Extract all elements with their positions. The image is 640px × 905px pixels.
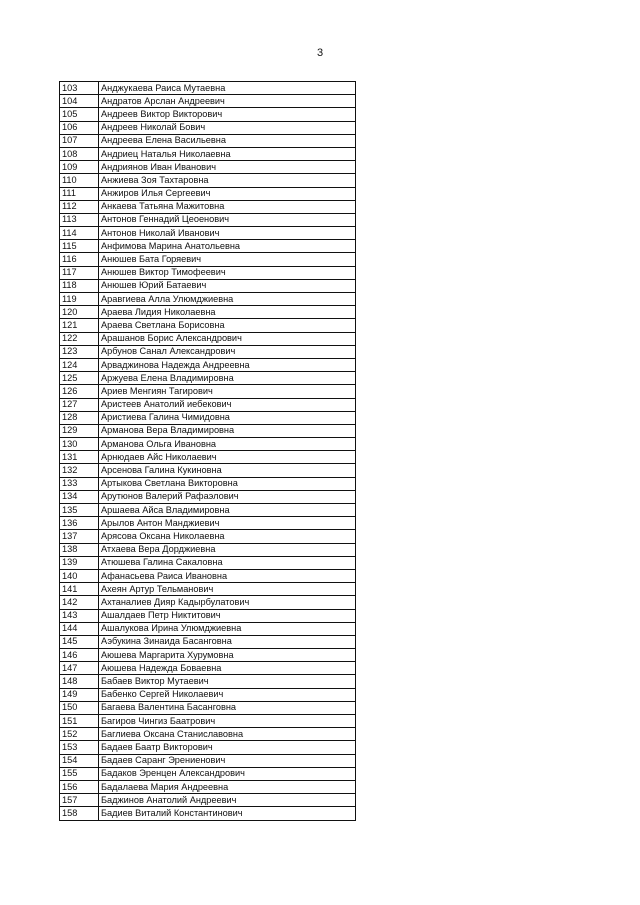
person-name: Бадаков Эренцен Александрович	[99, 767, 356, 780]
person-name: Андреева Елена Васильевна	[99, 134, 356, 147]
row-number: 127	[60, 398, 99, 411]
person-name: Афанасьева Раиса Ивановна	[99, 569, 356, 582]
person-name: Анюшев Юрий Батаевич	[99, 279, 356, 292]
table-row	[60, 517, 356, 530]
person-name: Антонов Геннадий Цеоенович	[99, 213, 356, 226]
row-number: 103	[60, 82, 99, 95]
person-name: Антонов Николай Иванович	[99, 227, 356, 240]
table-row	[60, 174, 356, 187]
table-row	[60, 372, 356, 385]
row-number: 135	[60, 504, 99, 517]
table-row	[60, 622, 356, 635]
row-number: 153	[60, 741, 99, 754]
person-name: Бадиев Виталий Константинович	[99, 807, 356, 820]
table-row	[60, 345, 356, 358]
row-number: 106	[60, 121, 99, 134]
table-row	[60, 530, 356, 543]
row-number: 149	[60, 688, 99, 701]
row-number: 138	[60, 543, 99, 556]
table-row	[60, 569, 356, 582]
person-name: Анджукаева Раиса Мутаевна	[99, 82, 356, 95]
table-row	[60, 794, 356, 807]
row-number: 126	[60, 385, 99, 398]
table-row	[60, 227, 356, 240]
person-name: Араева Лидия Николаевна	[99, 306, 356, 319]
table-row	[60, 161, 356, 174]
table-row	[60, 187, 356, 200]
row-number: 136	[60, 517, 99, 530]
row-number: 155	[60, 767, 99, 780]
names-table	[59, 81, 356, 821]
row-number: 146	[60, 649, 99, 662]
row-number: 141	[60, 583, 99, 596]
person-name: Арашанов Борис Александрович	[99, 332, 356, 345]
table-row	[60, 319, 356, 332]
table-row	[60, 108, 356, 121]
row-number: 150	[60, 701, 99, 714]
row-number: 110	[60, 174, 99, 187]
table-row	[60, 477, 356, 490]
table-row	[60, 728, 356, 741]
row-number: 151	[60, 715, 99, 728]
person-name: Аравгиева Алла Улюмджиевна	[99, 293, 356, 306]
table-row	[60, 649, 356, 662]
table-row	[60, 688, 356, 701]
person-name: Арясова Оксана Николаевна	[99, 530, 356, 543]
row-number: 120	[60, 306, 99, 319]
person-name: Арылов Антон Манджиевич	[99, 517, 356, 530]
person-name: Аюшева Маргарита Хурумовна	[99, 649, 356, 662]
person-name: Арманова Вера Владимировна	[99, 424, 356, 437]
table-row	[60, 583, 356, 596]
table-row	[60, 385, 356, 398]
table-row	[60, 121, 356, 134]
person-name: Бадалаева Мария Андреевна	[99, 780, 356, 793]
row-number: 119	[60, 293, 99, 306]
row-number: 152	[60, 728, 99, 741]
table-row	[60, 767, 356, 780]
row-number: 129	[60, 424, 99, 437]
person-name: Багиров Чингиз Баатрович	[99, 715, 356, 728]
table-row	[60, 358, 356, 371]
table-row	[60, 398, 356, 411]
person-name: Арнюдаев Айс Николаевич	[99, 451, 356, 464]
row-number: 147	[60, 662, 99, 675]
row-number: 115	[60, 240, 99, 253]
person-name: Ашалдаев Петр Никтитович	[99, 609, 356, 622]
table-row	[60, 213, 356, 226]
person-name: Бабаев Виктор Мутаевич	[99, 675, 356, 688]
row-number: 108	[60, 147, 99, 160]
table-row	[60, 82, 356, 95]
person-name: Андриянов Иван Иванович	[99, 161, 356, 174]
table-row	[60, 675, 356, 688]
row-number: 125	[60, 372, 99, 385]
person-name: Анжиева Зоя Тахтаровна	[99, 174, 356, 187]
person-name: Анюшев Виктор Тимофеевич	[99, 266, 356, 279]
person-name: Андреев Виктор Викторович	[99, 108, 356, 121]
row-number: 104	[60, 95, 99, 108]
person-name: Аржуева Елена Владимировна	[99, 372, 356, 385]
table-row	[60, 306, 356, 319]
table-row	[60, 424, 356, 437]
row-number: 117	[60, 266, 99, 279]
person-name: Аюшева Надежда Боваевна	[99, 662, 356, 675]
table-row	[60, 504, 356, 517]
person-name: Анюшев Бата Горяевич	[99, 253, 356, 266]
row-number: 124	[60, 358, 99, 371]
names-table-body	[60, 82, 356, 821]
table-row	[60, 807, 356, 820]
table-row	[60, 147, 356, 160]
row-number: 114	[60, 227, 99, 240]
person-name: Бадаев Саранг Эрениенович	[99, 754, 356, 767]
table-row	[60, 596, 356, 609]
row-number: 144	[60, 622, 99, 635]
row-number: 113	[60, 213, 99, 226]
person-name: Ахтаналиев Дияр Кадырбулатович	[99, 596, 356, 609]
person-name: Ариев Менгиян Тагирович	[99, 385, 356, 398]
person-name: Аристеев Анатолий иебекович	[99, 398, 356, 411]
table-row	[60, 741, 356, 754]
table-row	[60, 279, 356, 292]
person-name: Андриец Наталья Николаевна	[99, 147, 356, 160]
person-name: Арбунов Санал Александрович	[99, 345, 356, 358]
table-row	[60, 438, 356, 451]
row-number: 105	[60, 108, 99, 121]
table-row	[60, 635, 356, 648]
row-number: 158	[60, 807, 99, 820]
row-number: 140	[60, 569, 99, 582]
row-number: 157	[60, 794, 99, 807]
row-number: 132	[60, 464, 99, 477]
row-number: 109	[60, 161, 99, 174]
row-number: 112	[60, 200, 99, 213]
table-row	[60, 411, 356, 424]
row-number: 154	[60, 754, 99, 767]
row-number: 145	[60, 635, 99, 648]
table-row	[60, 754, 356, 767]
person-name: Арваджинова Надежда Андреевна	[99, 358, 356, 371]
table-row	[60, 715, 356, 728]
person-name: Баджинов Анатолий Андреевич	[99, 794, 356, 807]
person-name: Арутюнов Валерий Рафаэлович	[99, 490, 356, 503]
person-name: Андратов Арслан Андреевич	[99, 95, 356, 108]
row-number: 128	[60, 411, 99, 424]
table-row	[60, 134, 356, 147]
table-row	[60, 464, 356, 477]
row-number: 130	[60, 438, 99, 451]
table-row	[60, 543, 356, 556]
table-row	[60, 240, 356, 253]
table-row	[60, 701, 356, 714]
table-row	[60, 95, 356, 108]
person-name: Багаева Валентина Басанговна	[99, 701, 356, 714]
table-row	[60, 266, 356, 279]
table-row	[60, 490, 356, 503]
page-number: 3	[316, 47, 324, 59]
table-row	[60, 556, 356, 569]
person-name: Анфимова Марина Анатольевна	[99, 240, 356, 253]
row-number: 131	[60, 451, 99, 464]
row-number: 116	[60, 253, 99, 266]
person-name: Артыкова Светлана Викторовна	[99, 477, 356, 490]
row-number: 142	[60, 596, 99, 609]
person-name: Бадаев Баатр Викторович	[99, 741, 356, 754]
table-row	[60, 780, 356, 793]
row-number: 133	[60, 477, 99, 490]
row-number: 137	[60, 530, 99, 543]
person-name: Андреев Николай Бович	[99, 121, 356, 134]
table-row	[60, 609, 356, 622]
person-name: Анжиров Илья Сергеевич	[99, 187, 356, 200]
person-name: Ахеян Артур Тельманович	[99, 583, 356, 596]
person-name: Ашалукова Ирина Улюмджиевна	[99, 622, 356, 635]
person-name: Атюшева Галина Сакаловна	[99, 556, 356, 569]
person-name: Анкаева Татьяна Мажитовна	[99, 200, 356, 213]
person-name: Бабенко Сергей Николаевич	[99, 688, 356, 701]
table-row	[60, 332, 356, 345]
table-row	[60, 253, 356, 266]
person-name: Аристиева Галина Чимидовна	[99, 411, 356, 424]
table-row	[60, 662, 356, 675]
row-number: 123	[60, 345, 99, 358]
person-name: Аэбукина Зинаида Басанговна	[99, 635, 356, 648]
row-number: 118	[60, 279, 99, 292]
table-row	[60, 200, 356, 213]
row-number: 121	[60, 319, 99, 332]
table-row	[60, 451, 356, 464]
row-number: 143	[60, 609, 99, 622]
person-name: Баглиева Оксана Станиславовна	[99, 728, 356, 741]
row-number: 156	[60, 780, 99, 793]
row-number: 148	[60, 675, 99, 688]
row-number: 111	[60, 187, 99, 200]
person-name: Араева Светлана Борисовна	[99, 319, 356, 332]
person-name: Аршаева Айса Владимировна	[99, 504, 356, 517]
person-name: Арсенова Галина Кукиновна	[99, 464, 356, 477]
row-number: 107	[60, 134, 99, 147]
row-number: 139	[60, 556, 99, 569]
person-name: Атхаева Вера Дорджиевна	[99, 543, 356, 556]
row-number: 122	[60, 332, 99, 345]
row-number: 134	[60, 490, 99, 503]
table-row	[60, 293, 356, 306]
person-name: Арманова Ольга Ивановна	[99, 438, 356, 451]
